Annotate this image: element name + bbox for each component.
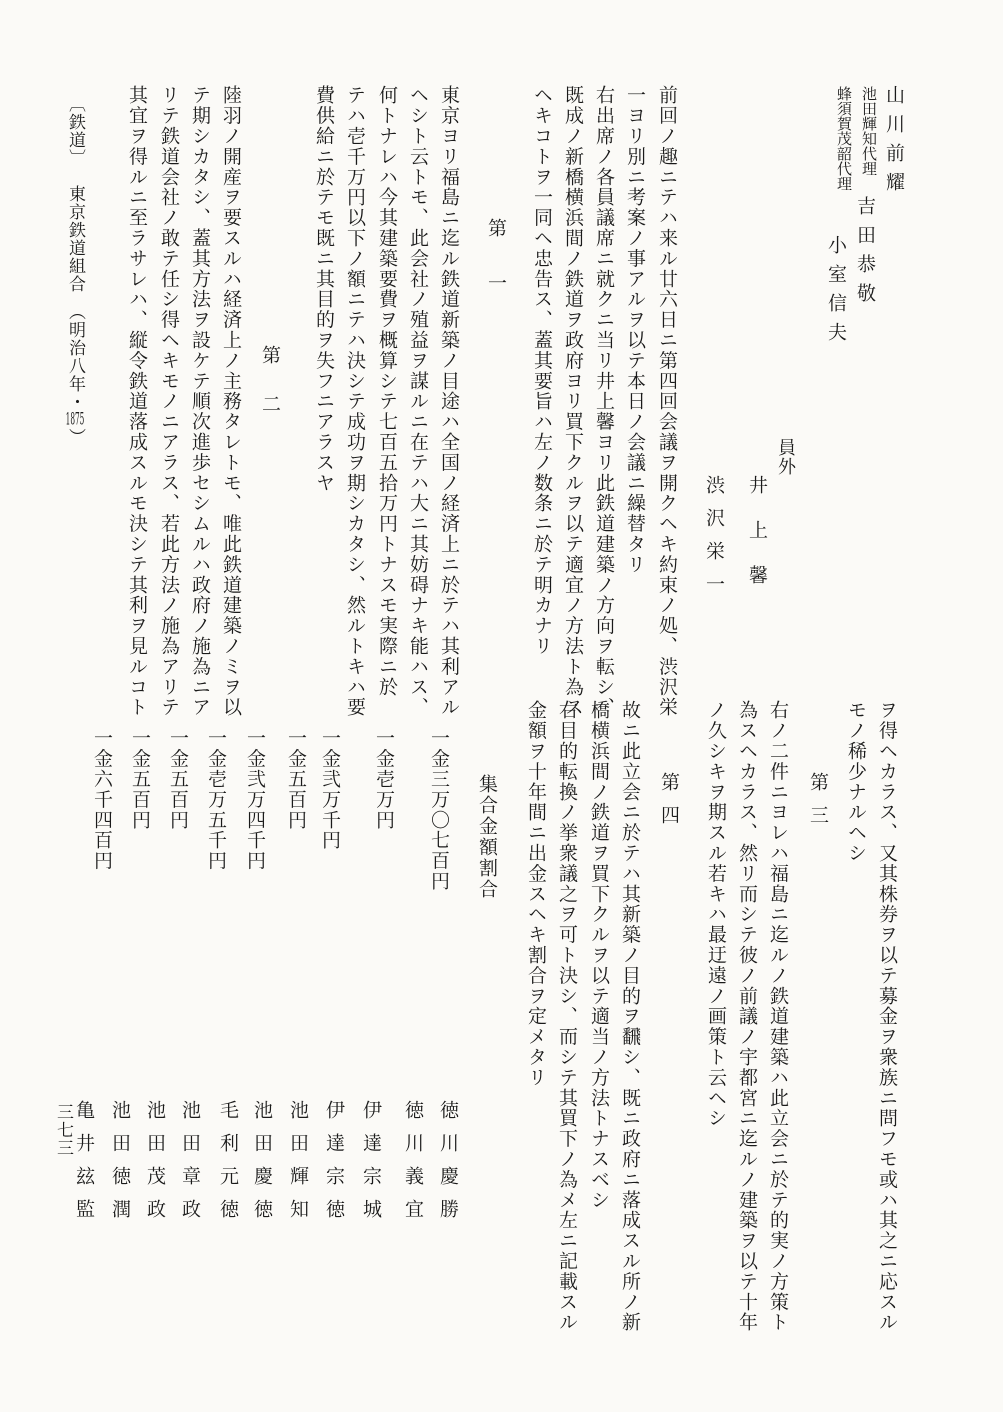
- amount-entry: 一金五百円: [285, 728, 307, 830]
- amount-entry: 一金弐万四千円: [244, 728, 266, 871]
- section-heading: 第三: [807, 772, 829, 838]
- attendee-label-gaibu: 員外: [775, 438, 796, 477]
- section-heading: 第二: [259, 345, 281, 443]
- contributor-name: 池田慶徳: [251, 1100, 273, 1232]
- footer-org: 東京鉄道組合: [65, 185, 85, 293]
- text-line: 陸羽ノ開産ヲ要スルハ経済上ノ主務タレトモ、唯此鉄道建築ノミヲ以: [220, 85, 242, 718]
- section-heading: 第四: [658, 772, 680, 838]
- text-line: テ期シカタシ、蓋其方法ヲ設ケテ順次進歩セシムルハ政府ノ施為ニア: [189, 85, 211, 718]
- contributor-name: 徳川慶勝: [437, 1100, 459, 1232]
- amount-entry: 一金弐万千円: [319, 728, 341, 851]
- contributor-name: 池田茂政: [144, 1100, 166, 1232]
- amount-entry: 一金五百円: [129, 728, 151, 830]
- text-line: 橋横浜間ノ鉄道ヲ買下クルヲ以テ適当ノ方法トナスベシ: [588, 700, 610, 1210]
- text-line: ノ久シキヲ期スル若キハ最迂遠ノ画策ト云ヘシ: [705, 700, 727, 1129]
- section-heading: 第一: [485, 218, 507, 328]
- text-line: 東京ヨリ福島ニ迄ル鉄道新築ノ目途ハ全国ノ経済上ニ於テハ其利アル: [438, 85, 460, 718]
- text-line: ヲ得ヘカラス、又其株券ヲ以テ募金ヲ衆族ニ問フモ或ハ其之ニ応スル: [876, 700, 898, 1333]
- footer-year: 1875: [65, 411, 85, 428]
- contributor-name: 伊達宗徳: [323, 1100, 345, 1232]
- amount-entry: 一金三万〇七百円: [428, 728, 450, 892]
- text-line: 右ノ二件ニヨレハ福島ニ迄ルノ鉄道建築ハ此立会ニ於テ的実ノ方策ト: [767, 700, 789, 1333]
- attendee-proxy-hachisuka: 蜂須賀茂韶代理: [835, 86, 853, 191]
- text-line: モノ稀少ナルヘシ: [845, 700, 867, 864]
- text-line: リテ鉄道会社ノ敢テ任シ得ヘキモノニアラス、若此方法ノ施為アリテ: [158, 85, 180, 718]
- contributor-name: 池田輝知: [287, 1100, 309, 1232]
- page-number: 三七三: [53, 1103, 73, 1157]
- text-line: 一ヨリ別ニ考案ノ事アルヲ以テ本日ノ会議ニ繰替タリ: [624, 85, 646, 575]
- contributor-name: 毛利元徳: [217, 1100, 239, 1232]
- text-line: ヘキコトヲ一同ヘ忠告ス、蓋其要旨ハ左ノ数条ニ於テ明カナリ: [531, 85, 553, 657]
- text-line: 費供給ニ於テモ既ニ其目的ヲ失フニアラスヤ: [313, 85, 335, 493]
- amount-entry: 一金壱万円: [373, 728, 395, 830]
- attendee-name-inoue: 井上馨: [746, 475, 768, 610]
- source-footer: [66, 95, 83, 446]
- text-line: ヘシト云トモ、此会社ノ殖益ヲ謀ルニ在テハ大ニ其妨碍ナキ能ハス、: [407, 85, 429, 718]
- footer-era-close: ）: [65, 428, 85, 446]
- text-line: 故ニ此立会ニ於テハ其新築ノ目的ヲ飜シ、既ニ政府ニ落成スル所ノ新: [619, 700, 641, 1333]
- attendee-name-komuro: 小室信夫: [825, 235, 847, 351]
- amount-entry: 一金六千四百円: [91, 728, 113, 871]
- text-line: 為スヘカラス、然リ而シテ彼ノ前議ノ宇都宮ニ迄ルノ建築ヲ以テ十年: [736, 700, 758, 1333]
- attendee-name-yamakawa: 山川前耀: [883, 85, 905, 201]
- contributor-name: 徳川義宜: [402, 1100, 424, 1232]
- text-line: 前回ノ趣ニテハ来ル廿六日ニ第四回会議ヲ開クヘキ約束ノ処、渋沢栄: [656, 85, 678, 718]
- text-line: 既成ノ新橋横浜間ノ鉄道ヲ政府ヨリ買下クルヲ以テ適宜ノ方法ト為ス: [562, 85, 584, 718]
- contributor-name: 亀井玆監: [73, 1100, 95, 1232]
- footer-era-open: （明治八年・: [65, 303, 85, 411]
- contributor-name: 池田徳潤: [109, 1100, 131, 1232]
- attendee-proxy-ikeda: 池田輝知代理: [860, 86, 878, 176]
- attendee-name-yoshida: 吉田恭敬: [854, 196, 876, 312]
- text-line: 金額ヲ十年間ニ出金スヘキ割合ヲ定メタリ: [525, 700, 547, 1088]
- text-line: 右目的転換ノ挙衆議之ヲ可ト決シ、而シテ其買下ノ為メ左ニ記載スル: [556, 700, 578, 1333]
- contributor-name: 池田章政: [179, 1100, 201, 1232]
- amount-entry: 一金壱万五千円: [205, 728, 227, 871]
- attendee-name-shibusawa: 渋沢栄一: [703, 475, 725, 607]
- text-line: 右出席ノ各員議席ニ就クニ当リ井上馨ヨリ此鉄道建築ノ方向ヲ転シ、: [593, 85, 615, 718]
- section-heading: 集合金額割合: [476, 774, 498, 900]
- text-line: テハ壱千万円以下ノ額ニテハ決シテ成功ヲ期シカタシ、然ルトキハ要: [344, 85, 366, 718]
- footer-bracket: 〔鉄道〕: [65, 95, 85, 167]
- text-line: 其宜ヲ得ルニ至ラサレハ、縦令鉄道落成スルモ決シテ其利ヲ見ルコト: [126, 85, 148, 718]
- contributor-name: 伊達宗城: [360, 1100, 382, 1232]
- text-line: 何トナレハ今其建築要費ヲ概算シテ七百五拾万円トナスモ実際ニ於: [376, 85, 398, 697]
- amount-entry: 一金五百円: [167, 728, 189, 830]
